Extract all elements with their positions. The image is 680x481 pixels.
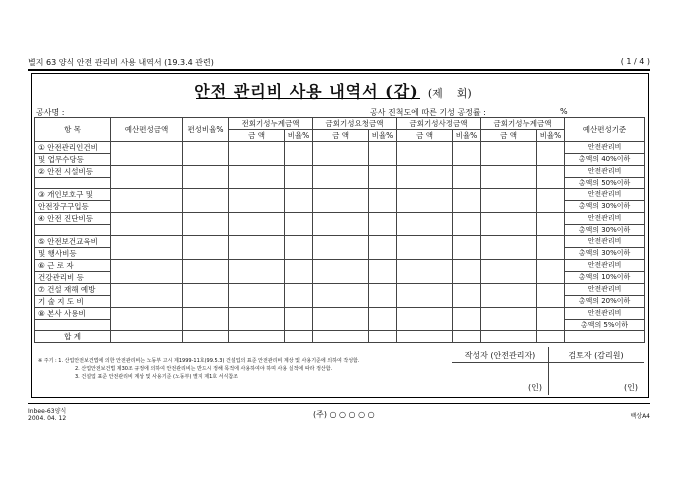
- reviewer-label: 검토자 (감리원): [568, 351, 624, 360]
- cell-input[interactable]: [397, 213, 453, 236]
- item-label: ⑧ 본사 사용비: [35, 308, 111, 320]
- cell-input[interactable]: [183, 308, 229, 331]
- cell-input[interactable]: [111, 189, 183, 213]
- title-round: [428, 87, 486, 100]
- standard-label: 안전관리비: [565, 189, 645, 201]
- sub-amount: 금 액: [397, 130, 453, 142]
- item-label-2: [35, 178, 111, 189]
- cell-input[interactable]: [111, 331, 183, 343]
- sub-ratio: 비율%: [453, 130, 481, 142]
- cell-input[interactable]: [369, 189, 397, 213]
- cell-input[interactable]: [313, 284, 369, 308]
- item-label: ② 안전 시설비등: [35, 166, 111, 178]
- table-row: [35, 166, 645, 178]
- cell-input[interactable]: [397, 284, 453, 308]
- standard-label: 안전관리비: [565, 213, 645, 225]
- header-request: 금회기성요청금액: [313, 118, 397, 130]
- standard-label: 안전관리비: [565, 236, 645, 248]
- table-body: [35, 142, 645, 331]
- standard-limit: 총액의 30%이하: [565, 225, 645, 236]
- cell-input[interactable]: [453, 189, 481, 213]
- writer-label: 작성자 (안전관리자): [464, 351, 536, 360]
- cell-input[interactable]: [537, 166, 565, 189]
- cell-input[interactable]: [481, 142, 537, 166]
- cell-input[interactable]: [453, 142, 481, 166]
- cell-input[interactable]: [313, 308, 369, 331]
- footnote-3: 3. 건설업 표준 안전관리비 계상 및 사용기준 (노동부) 별지 제1호 서식참조: [75, 374, 238, 380]
- cell-input[interactable]: [369, 308, 397, 331]
- writer-seal: (인): [528, 383, 542, 392]
- cell-input[interactable]: [537, 189, 565, 213]
- doc-date: 2004. 04. 12: [28, 415, 67, 422]
- footer-divider: [28, 403, 650, 404]
- project-name-label: 공사명 :: [36, 108, 65, 117]
- writer-signature[interactable]: [452, 347, 548, 395]
- table-row: [35, 284, 645, 296]
- form-footer: [28, 406, 650, 428]
- cell-input[interactable]: [183, 260, 229, 284]
- cell-input[interactable]: [481, 260, 537, 284]
- title-round-prefix: (제: [427, 87, 443, 100]
- standard-label: 안전관리비: [565, 284, 645, 296]
- item-label-2: 건강관리비 등: [35, 272, 111, 284]
- standard-limit: 총액의 10%이하: [565, 272, 645, 284]
- cell-input[interactable]: [537, 260, 565, 284]
- cell-input[interactable]: [111, 213, 183, 236]
- cell-input[interactable]: [369, 166, 397, 189]
- cell-input[interactable]: [183, 284, 229, 308]
- item-label-2: [35, 320, 111, 331]
- cell-input[interactable]: [285, 213, 313, 236]
- standard-label: 안전관리비: [565, 166, 645, 178]
- cell-input[interactable]: [481, 166, 537, 189]
- cell-input[interactable]: [183, 213, 229, 236]
- header-standard: 예산편성기준: [565, 118, 645, 142]
- cell-input[interactable]: [453, 213, 481, 236]
- cell-input[interactable]: [183, 166, 229, 189]
- cell-input[interactable]: [369, 236, 397, 260]
- cell-input[interactable]: [111, 284, 183, 308]
- cell-input[interactable]: [229, 166, 285, 189]
- company-name: (주) ○ ○ ○ ○ ○: [313, 410, 375, 419]
- cell-input[interactable]: [397, 142, 453, 166]
- doc-code: Inbee-63양식: [28, 408, 67, 415]
- cell-input[interactable]: [313, 213, 369, 236]
- header-prev-cumulative: 전회기성누계금액: [229, 118, 313, 130]
- usage-table: [34, 117, 645, 343]
- sub-amount: 금 액: [229, 130, 285, 142]
- progress-percent: %: [560, 107, 568, 116]
- cell-input[interactable]: [397, 189, 453, 213]
- item-label-2: 및 업무수당등: [35, 154, 111, 166]
- cell-input[interactable]: [313, 331, 369, 343]
- cell-input[interactable]: [111, 236, 183, 260]
- cell-input[interactable]: [397, 331, 453, 343]
- standard-limit: 총액의 50%이하: [565, 178, 645, 189]
- item-label-2: 및 행사비등: [35, 248, 111, 260]
- cell-input[interactable]: [285, 308, 313, 331]
- item-label: ⑦ 건설 재해 예방: [35, 284, 111, 296]
- signature-divider: [548, 347, 549, 395]
- cell-input[interactable]: [229, 260, 285, 284]
- footnote-1: ※ 주기 : 1. 산업안전보건법에 의한 안전관리비는 노동부 고시 제1999-11호(99.5.3) 건설업의 표준 안전관리비 계상 및 사용기준에 의하여 작성함.: [38, 358, 360, 364]
- item-label-2: 안전장구구입등: [35, 201, 111, 213]
- cell-input[interactable]: [453, 284, 481, 308]
- cell-input[interactable]: [369, 331, 397, 343]
- cell-input[interactable]: [369, 260, 397, 284]
- header-divider: [28, 69, 650, 71]
- sub-ratio: 비율%: [369, 130, 397, 142]
- header-ratio: 편성비율%: [183, 118, 229, 142]
- cell-input[interactable]: [111, 308, 183, 331]
- item-label: ⑤ 안전보건교육비: [35, 236, 111, 248]
- cell-input[interactable]: [183, 142, 229, 166]
- standard-limit: 총액의 20%이하: [565, 296, 645, 308]
- item-label: ④ 안전 진단비등: [35, 213, 111, 225]
- cell-input[interactable]: [397, 236, 453, 260]
- table-row: [35, 189, 645, 201]
- sub-ratio: 비율%: [285, 130, 313, 142]
- cell-input[interactable]: [229, 308, 285, 331]
- item-label: ① 안전관리인건비: [35, 142, 111, 154]
- cell-input[interactable]: [537, 213, 565, 236]
- title-round-suffix: 회): [456, 87, 472, 100]
- paper-size: 백상A4: [630, 413, 650, 420]
- cell-input[interactable]: [285, 142, 313, 166]
- footnotes: [38, 357, 452, 381]
- cell-input[interactable]: [481, 213, 537, 236]
- reviewer-seal: (인): [624, 383, 638, 392]
- cell-input[interactable]: [453, 331, 481, 343]
- table-row: [35, 308, 645, 320]
- sub-amount: 금 액: [313, 130, 369, 142]
- cell-input[interactable]: [229, 236, 285, 260]
- item-label-2: 기 술 지 도 비: [35, 296, 111, 308]
- standard-limit: 총액의 30%이하: [565, 201, 645, 213]
- sub-amount: 금 액: [481, 130, 537, 142]
- item-label: ⑥ 근 로 자: [35, 260, 111, 272]
- standard-limit: 총액의 30%이하: [565, 248, 645, 260]
- reviewer-signature[interactable]: [548, 347, 644, 395]
- cell-input[interactable]: [537, 142, 565, 166]
- table-row: [35, 142, 645, 154]
- cell-input[interactable]: [285, 260, 313, 284]
- table-row: [35, 236, 645, 248]
- cell-input[interactable]: [397, 166, 453, 189]
- item-label-2: [35, 225, 111, 236]
- form-reference: 별지 63 양식 안전 관리비 사용 내역서 (19.3.4 관련): [28, 58, 214, 67]
- cell-input[interactable]: [285, 189, 313, 213]
- cell-input[interactable]: [397, 260, 453, 284]
- title-underline: [196, 98, 420, 99]
- cell-input[interactable]: [229, 284, 285, 308]
- cell-input[interactable]: [183, 189, 229, 213]
- cell-input[interactable]: [369, 284, 397, 308]
- signature-header-line: [452, 362, 644, 363]
- cell-input[interactable]: [481, 308, 537, 331]
- cell-input[interactable]: [313, 260, 369, 284]
- table-row: [35, 213, 645, 225]
- cell-input[interactable]: [111, 260, 183, 284]
- cell-input[interactable]: [285, 284, 313, 308]
- cell-input[interactable]: [285, 331, 313, 343]
- form-header: [28, 57, 650, 69]
- cell-input[interactable]: [111, 142, 183, 166]
- cell-input[interactable]: [453, 166, 481, 189]
- sub-ratio: 비율%: [537, 130, 565, 142]
- cell-input[interactable]: [453, 236, 481, 260]
- standard-limit: 총액의 40%이하: [565, 154, 645, 166]
- standard-label: 안전관리비: [565, 260, 645, 272]
- cell-input[interactable]: [313, 166, 369, 189]
- page-number: ( 1 / 4 ): [620, 57, 650, 66]
- cell-input[interactable]: [481, 331, 537, 343]
- title-main: 안전 관리비 사용 내역서 (갑): [194, 82, 419, 101]
- cell-input[interactable]: [481, 284, 537, 308]
- footnote-2: 2. 산업안전보건법 제30조 규정에 의하여 안전관리비는 반드시 정해 목적에 사용하여야 하며 사용 실적에 따라 정산함.: [75, 366, 333, 372]
- header-cumulative: 금회기성누계금액: [481, 118, 565, 130]
- cell-input[interactable]: [229, 189, 285, 213]
- cell-input[interactable]: [565, 331, 645, 343]
- cell-input[interactable]: [111, 166, 183, 189]
- cell-input[interactable]: [397, 308, 453, 331]
- standard-label: 안전관리비: [565, 142, 645, 154]
- signature-block: [452, 347, 644, 395]
- cell-input[interactable]: [229, 331, 285, 343]
- cell-input[interactable]: [369, 213, 397, 236]
- header-budget: 예산편성금액: [111, 118, 183, 142]
- header-item: 항 목: [35, 118, 111, 142]
- cell-input[interactable]: [453, 308, 481, 331]
- cell-input[interactable]: [183, 236, 229, 260]
- cell-input[interactable]: [369, 142, 397, 166]
- cell-input[interactable]: [537, 284, 565, 308]
- cell-input[interactable]: [481, 236, 537, 260]
- header-assessed: 금회기성사정금액: [397, 118, 481, 130]
- cell-input[interactable]: [313, 142, 369, 166]
- cell-input[interactable]: [453, 260, 481, 284]
- progress-label: 공사 진척도에 따른 기성 공정률 :: [370, 108, 486, 117]
- cell-input[interactable]: [537, 236, 565, 260]
- cell-input[interactable]: [481, 189, 537, 213]
- table-header-row: [35, 118, 645, 130]
- cell-input[interactable]: [285, 236, 313, 260]
- cell-input[interactable]: [313, 189, 369, 213]
- cell-input[interactable]: [229, 213, 285, 236]
- standard-label: 안전관리비: [565, 308, 645, 320]
- total-label: 합 계: [35, 331, 111, 343]
- cell-input[interactable]: [229, 142, 285, 166]
- cell-input[interactable]: [285, 166, 313, 189]
- cell-input[interactable]: [537, 331, 565, 343]
- table-row: [35, 260, 645, 272]
- cell-input[interactable]: [183, 331, 229, 343]
- cell-input[interactable]: [313, 236, 369, 260]
- standard-limit: 총액의 5%이하: [565, 320, 645, 331]
- item-label: ③ 개인보호구 및: [35, 189, 111, 201]
- cell-input[interactable]: [537, 308, 565, 331]
